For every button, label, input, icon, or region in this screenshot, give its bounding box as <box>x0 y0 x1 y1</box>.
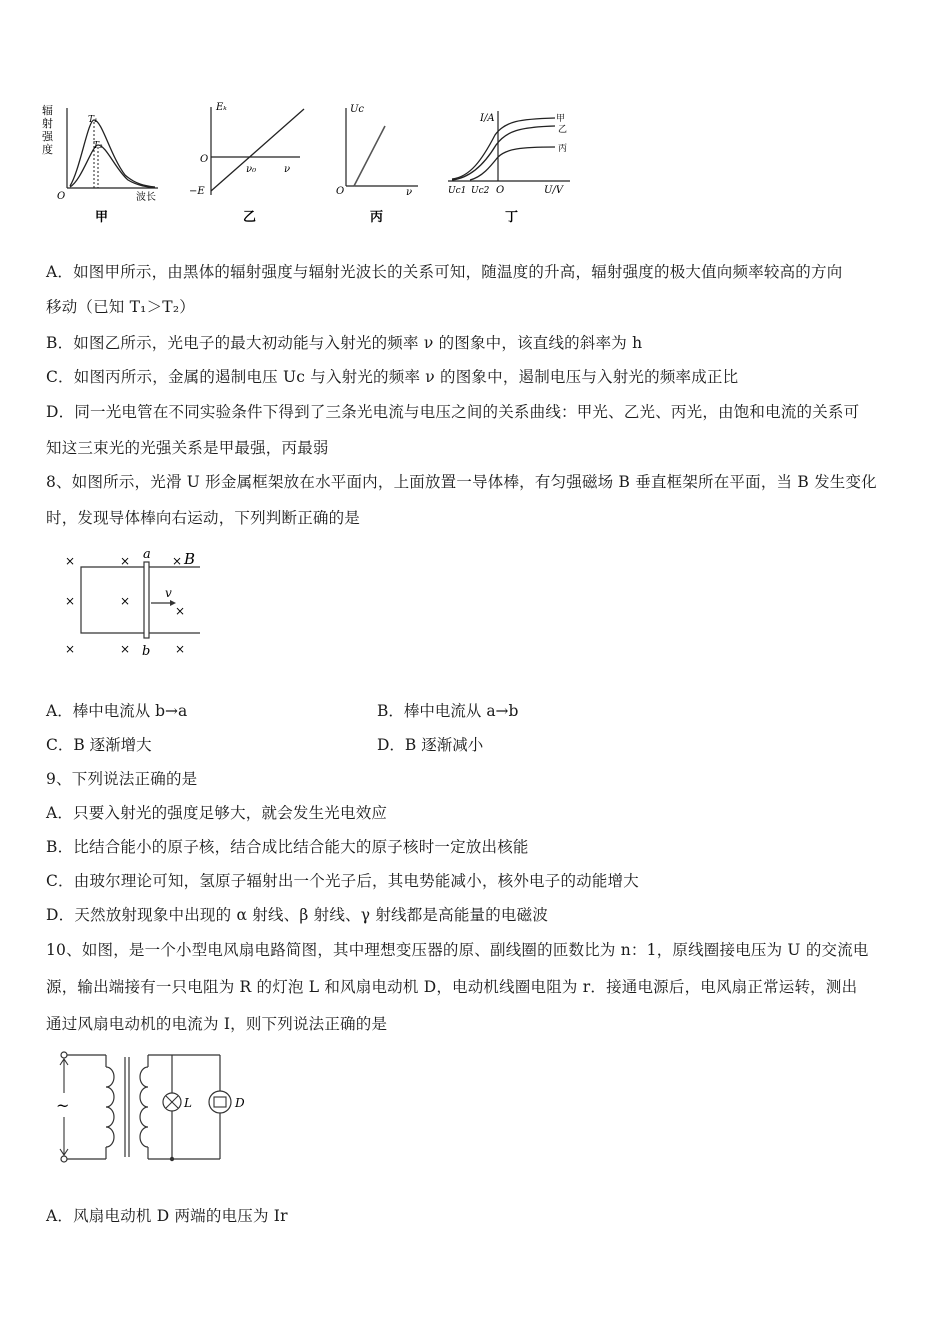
q7-option-b: B．如图乙所示，光电子的最大初动能与入射光的频率 ν 的图象中，该直线的斜率为 h <box>46 334 643 352</box>
jia-caption: 甲 <box>95 210 109 225</box>
q7-option-d-line1: D．同一光电管在不同实验条件下得到了三条光电流与电压之间的关系曲线：甲光、乙光、丙光，由饱和电流的关系可 <box>46 403 860 421</box>
yi-caption: 乙 <box>243 210 257 225</box>
q8-option-d: D．B 逐渐减小 <box>377 736 484 754</box>
q10-stem-line2: 源，输出端接有一只电阻为 R 的灯泡 L 和风扇电动机 D，电动机线圈电阻为 r．接通电源后，电风扇正常运转，测出 <box>46 978 858 996</box>
q8-option-a: A．棒中电流从 b→a <box>46 702 188 720</box>
field-x-6: × <box>65 642 76 656</box>
yi-ylabel: Eₖ <box>216 102 227 113</box>
field-x-5: × <box>175 604 186 618</box>
q9-option-c: C．由玻尔理论可知，氢原子辐射出一个光子后，其电势能减小，核外电子的动能增大 <box>46 872 639 890</box>
jia-xlabel: 波长 <box>136 192 156 203</box>
jia-ylabel-4: 度 <box>42 143 53 156</box>
graph-bing <box>330 98 425 230</box>
bing-ylabel: Uc <box>350 104 365 115</box>
field-x-9: × <box>172 554 183 568</box>
q10-circuit <box>48 1045 258 1170</box>
field-x-2: × <box>120 554 131 568</box>
jia-ylabel-2: 射 <box>42 117 53 130</box>
lamp-label: L <box>184 1096 192 1110</box>
curve-t1 <box>70 120 155 187</box>
graph-jia <box>40 100 170 230</box>
q8-option-b: B．棒中电流从 a→b <box>377 702 519 720</box>
ding-uc1: Uc1 <box>448 186 467 196</box>
bing-caption: 丙 <box>370 210 384 225</box>
graph-yi <box>188 95 313 230</box>
field-x-3: × <box>65 594 76 608</box>
field-x-7: × <box>120 642 131 656</box>
yi-v0: ν₀ <box>246 164 257 175</box>
q10-stem-line3: 通过风扇电动机的电流为 I，则下列说法正确的是 <box>46 1015 388 1033</box>
uc-line <box>354 126 385 186</box>
bing-xlabel: ν <box>406 187 413 198</box>
ding-ylabel: I/A <box>480 113 495 124</box>
q7-option-d-line2: 知这三束光的光强关系是甲最强，丙最弱 <box>46 439 329 457</box>
field-x-1: × <box>65 554 76 568</box>
field-label-b: B <box>184 550 196 568</box>
rod-label-b: b <box>142 644 151 659</box>
ding-caption: 丁 <box>505 210 519 225</box>
velocity-label: v <box>165 586 172 600</box>
q8-figure-rail <box>55 545 215 663</box>
bing-origin: O <box>336 186 345 197</box>
secondary-coil <box>140 1067 148 1147</box>
ding-origin: O <box>496 185 505 196</box>
q10-option-a: A．风扇电动机 D 两端的电压为 Ir <box>46 1207 288 1225</box>
q8-stem-line2: 时，发现导体棒向右运动，下列判断正确的是 <box>46 509 361 527</box>
q9-option-d: D．天然放射现象中出现的 α 射线、β 射线、γ 射线都是高能量的电磁波 <box>46 906 549 924</box>
ding-series-yi: 乙 <box>558 125 568 135</box>
q8-option-c: C．B 逐渐增大 <box>46 736 152 754</box>
jia-ylabel-3: 强 <box>42 130 53 143</box>
ding-xlabel: U/V <box>544 185 564 196</box>
jia-origin: O <box>57 191 66 202</box>
q7-option-a-line1: A．如图甲所示，由黑体的辐射强度与辐射光波长的关系可知，随温度的升高，辐射强度的极大值向频率较高的方向 <box>46 263 843 281</box>
q9-option-a: A．只要入射光的强度足够大，就会发生光电效应 <box>46 804 388 822</box>
field-x-8: × <box>175 642 186 656</box>
ding-series-bing: 丙 <box>558 144 568 154</box>
graph-ding <box>440 105 580 230</box>
jia-ylabel-1: 辐 <box>42 104 53 117</box>
ding-uc2: Uc2 <box>471 186 490 196</box>
yi-xlabel: ν <box>284 164 291 175</box>
yi-origin: O <box>200 154 209 165</box>
label-t2: T₂ <box>93 141 103 151</box>
conductor-rod <box>144 562 149 638</box>
q7-option-c: C．如图丙所示，金属的遏制电压 Uc 与入射光的频率 ν 的图象中，遏制电压与入射光的频率成正比 <box>46 368 739 386</box>
q9-stem: 9、下列说法正确的是 <box>46 770 198 788</box>
ac-source-symbol: ~ <box>56 1096 70 1115</box>
ding-series-jia: 甲 <box>556 114 566 124</box>
q10-stem-line1: 10、如图，是一个小型电风扇电路简图，其中理想变压器的原、副线圈的匝数比为 n：1，原线圈接电压为 U 的交流电 <box>46 941 869 959</box>
q8-stem-line1: 8、如图所示，光滑 U 形金属框架放在水平面内，上面放置一导体棒，有匀强磁场 B 垂直框架所在平面，当 B 发生变化 <box>46 473 877 491</box>
q7-option-a-line2: 移动（已知 T₁＞T₂） <box>46 298 195 316</box>
primary-coil <box>106 1067 114 1147</box>
q9-option-b: B．比结合能小的原子核，结合成比结合能大的原子核时一定放出核能 <box>46 838 529 856</box>
motor-icon <box>209 1091 231 1113</box>
label-t1: T₁ <box>88 115 98 125</box>
ek-line <box>211 109 304 191</box>
rod-label-a: a <box>143 547 151 562</box>
field-x-4: × <box>120 594 131 608</box>
yi-neg-e: −E <box>189 186 205 197</box>
motor-label: D <box>235 1096 245 1110</box>
